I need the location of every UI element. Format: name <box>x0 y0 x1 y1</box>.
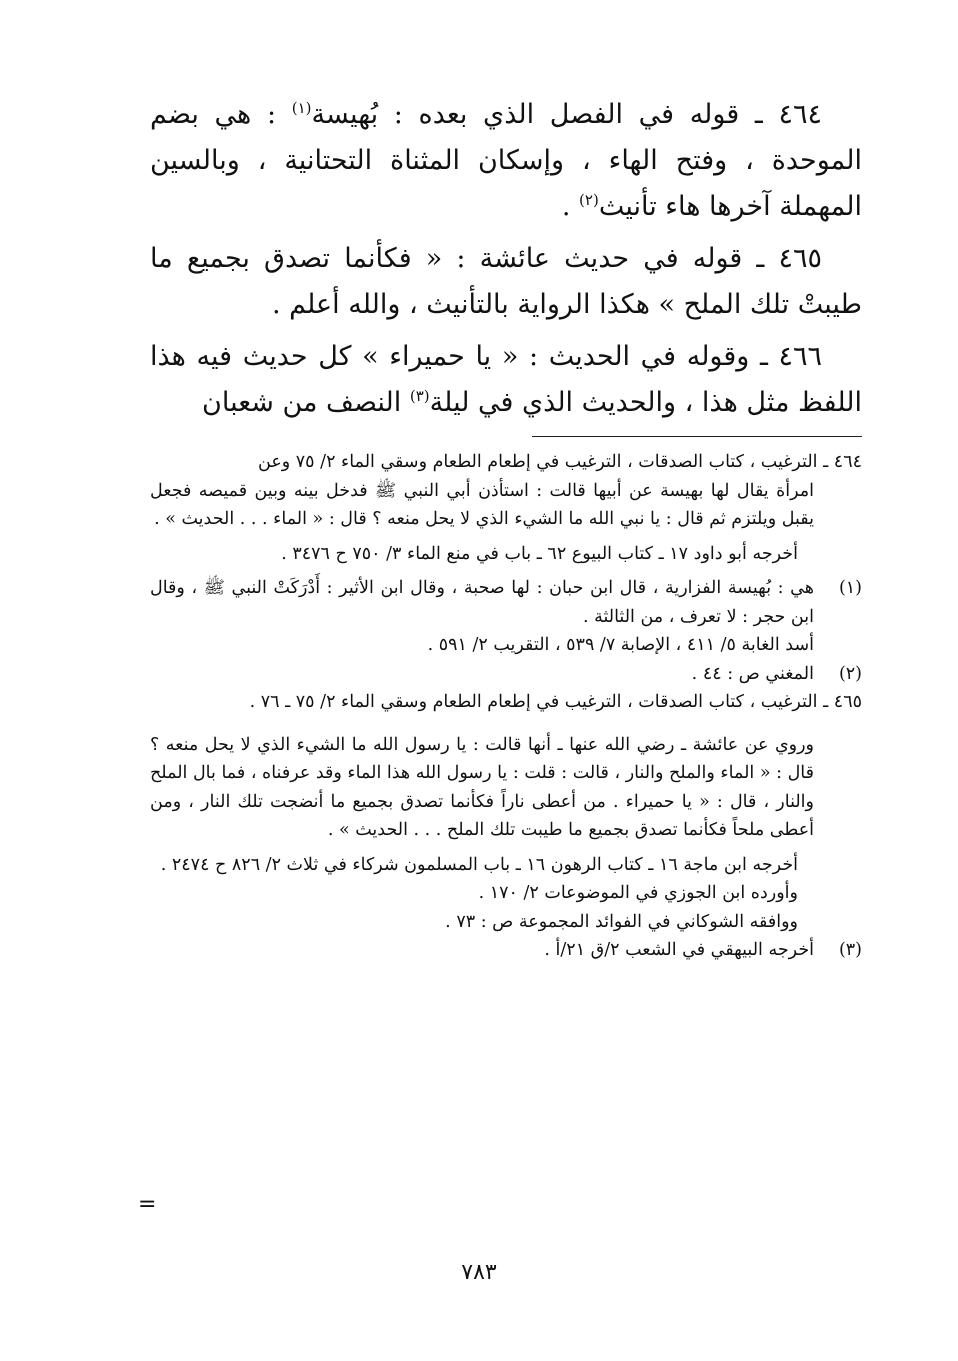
paragraph-464-text-c: . <box>561 191 580 222</box>
note-465-heading: ٤٦٥ ـ الترغيب ، كتاب الصدقات ، الترغيب في إطعام الطعام وسقي الماء ٢/ ٧٥ ـ ٧٦ . <box>249 692 862 712</box>
paragraph-466-text-b: النصف من شعبان <box>202 387 410 418</box>
footnote-separator <box>532 436 862 437</box>
note-464-text: امرأة يقال لها بهيسة عن أبيها قالت : استأذن أبي النبي ﷺ فدخل بينه وبين قميصه فجعل يقبل ويلتزم ثم قال : يا نبي الله ما الشيء الذي لا يحل منعه ؟ قال : « الماء . . . الحديث » . <box>150 480 814 529</box>
note-465-text: وروي عن عائشة ـ رضي الله عنها ـ أنها قالت : يا رسول الله ما الشيء الذي لا يحل منعه ؟ قال : « الماء والملح والنار ، قالت : قلت : يا رسول الله هذا الماء وقد عرفناه ، فما بال الملح والنار ، قال : « يا حميراء . من أعطى ناراً فكأنما تصدق بجميع ما أنضجت تلك النار ، ومن أعطى ملحاً فكأنما تصدق بجميع ما طيبت تلك الملح . . . الحديث » . <box>150 734 814 840</box>
continuation-mark: = <box>138 1192 157 1217</box>
footnote-1-body <box>150 574 814 660</box>
footnote-2-number: (٢) <box>838 663 862 684</box>
footnote-1-text: هي : بُهيسة الفزارية ، قال ابن حبان : لها صحبة ، وقال ابن الأثير : أَدْرَكَتْ النبي ﷺ ، وقال ابن حجر : لا تعرف ، من الثالثة . <box>150 578 814 627</box>
note-465-source: أخرجه ابن ماجة ١٦ ـ كتاب الرهون ١٦ ـ باب المسلمون شركاء في ثلاث ٢/ ٨٢٦ ح ٢٤٧٤ . <box>160 854 798 875</box>
paragraph-466-text-a: ٤٦٦ ـ وقوله في الحديث : « يا حميراء » كل حديث فيه هذا اللفظ مثل هذا ، والحديث الذي في ليلة <box>150 341 862 418</box>
page-number: ٧٨٣ <box>461 1260 497 1285</box>
footnote-3 <box>150 936 862 965</box>
note-464-source: أخرجه أبو داود ١٧ ـ كتاب البيوع ٦٢ ـ باب في منع الماء ٣/ ٧٥٠ ح ٣٤٧٦ . <box>281 543 798 564</box>
footnote-2-text: المغني ص : ٤٤ . <box>691 663 814 684</box>
note-465-source-3: ووافقه الشوكاني في الفوائد المجموعة ص : ٧٣ . <box>445 911 798 932</box>
paragraph-464-text-a: ٤٦٤ ـ قوله في الفصل الذي بعده : بُهيسة <box>311 99 822 130</box>
footnote-2-body <box>150 660 814 689</box>
footnote-2 <box>150 660 862 689</box>
footnote-3-text: أخرجه البيهقي في الشعب ٢/ق ٢١/أ . <box>544 940 814 960</box>
paragraph-464 <box>150 92 862 230</box>
footnote-1-refs: أسد الغابة ٥/ ٤١١ ، الإصابة ٧/ ٥٣٩ ، التقريب ٢/ ٥٩١ . <box>427 635 814 655</box>
paragraph-465: ٤٦٥ ـ قوله في حديث عائشة : « فكأنما تصدق بجميع ما طيبتْ تلك الملح » هكذا الرواية بالتأنيث ، والله أعلم . <box>150 243 862 320</box>
paragraph-464-text-b: : هي بضم الموحدة ، وفتح الهاء ، وإسكان المثناة التحتانية ، وبالسين المهملة آخرها هاء تأنيث <box>150 99 862 222</box>
paragraph-466 <box>150 334 862 426</box>
footnote-ref-3: (٣) <box>409 387 430 405</box>
footnote-ref-1: (١) <box>291 99 312 117</box>
footnotes <box>150 448 862 965</box>
footnote-3-number: (٣) <box>838 940 862 960</box>
footnote-ref-2: (٢) <box>579 191 599 209</box>
footnote-1-number: (١) <box>838 578 862 598</box>
footnote-3-body <box>150 936 814 965</box>
main-text <box>150 92 862 432</box>
note-465-source-2: وأورده ابن الجوزي في الموضوعات ٢/ ١٧٠ . <box>478 883 798 903</box>
footnote-1 <box>150 574 862 660</box>
note-464-heading: ٤٦٤ ـ الترغيب ، كتاب الصدقات ، الترغيب في إطعام الطعام وسقي الماء ٢/ ٧٥ وعن <box>258 452 862 472</box>
